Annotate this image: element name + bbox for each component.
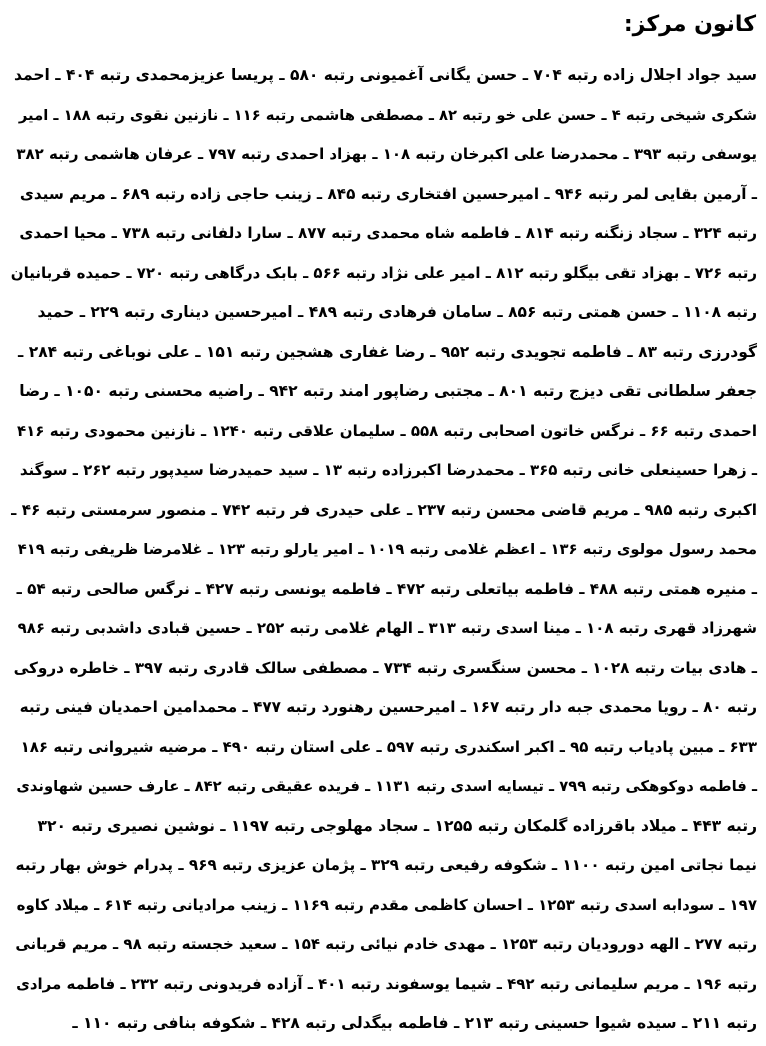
text-line: رتبه ۴۴۳ ـ میلاد باقرزاده گلمکان رتبه ۱۲۵۵ ـ سجاد مهلوجی رتبه ۱۱۹۷ ـ نوشین نصیری رتبه ۳۲۰ [37,816,757,835]
text-line: رتبه ۱۹۶ ـ مریم سلیمانی رتبه ۴۹۲ ـ شیما یوسفوند رتبه ۴۰۱ ـ آزاده فریدونی رتبه ۲۳۲ ـ فاطمه مرادی [16,974,757,993]
text-line: ـ فاطمه دوکوهکی رتبه ۷۹۹ ـ تیسایه اسدی رتبه ۱۱۳۱ ـ فریده عقیقی رتبه ۸۴۲ ـ عارف حسین شهاوندی [16,778,757,795]
section-heading: کانون مرکز: [623,12,756,37]
text-line: گودرزی رتبه ۸۳ ـ فاطمه تجویدی رتبه ۹۵۲ ـ رضا غفاری هشجین رتبه ۱۵۱ ـ علی نوباغی رتبه ۲۸۴ ـ [18,342,757,361]
text-line: شهرزاد قهری رتبه ۱۰۸ ـ مینا اسدی رتبه ۳۱۳ ـ الهام غلامی رتبه ۲۵۲ ـ حسین قبادی داشدبی رتبه ۹۸۶ [17,619,757,637]
text-line: ـ زهرا حسینعلی خانی رتبه ۳۶۵ ـ محمدرضا اکبرزاده رتبه ۱۳ ـ سید حمیدرضا سیدپور رتبه ۲۶۲ ـ سوگند [19,461,757,479]
text-line: جعفر سلطانی تقی دیزج رتبه ۸۰۱ ـ مجتبی رضاپور امند رتبه ۹۴۲ ـ راضیه محسنی رتبه ۱۰۵۰ ـ رضا [19,382,757,400]
text-line: رتبه ۲۱۱ ـ سیده شیوا حسینی رتبه ۲۱۳ ـ فاطمه بیگدلی رتبه ۴۲۸ ـ شکوفه بنافی رتبه ۱۱۰ ـ [72,1014,757,1032]
text-line: شکری شیخی رتبه ۴ ـ حسن علی خو رتبه ۸۲ ـ مصطفی هاشمی رتبه ۱۱۶ ـ نازنین نقوی رتبه ۱۸۸ ـ امیر [18,106,757,124]
text-line: رتبه ۷۲۶ ـ بهزاد تقی بیگلو رتبه ۸۱۲ ـ امیر علی نژاد رتبه ۵۶۶ ـ بابک درگاهی رتبه ۷۲۰ ـ حمیده قربانیان [10,263,757,282]
text-line: اکبری رتبه ۹۸۵ ـ مریم قاضی محسن رتبه ۲۳۷ ـ علی حیدری فر رتبه ۷۴۲ ـ منصور سرمستی رتبه ۴۶ ـ [11,500,757,519]
text-line: رتبه ۱۱۰۸ ـ حسن همتی رتبه ۸۵۶ ـ سامان فرهادی رتبه ۴۸۹ ـ امیرحسین دیناری رتبه ۲۲۹ ـ حمید [37,303,757,321]
text-line: سید جواد اجلال زاده رتبه ۷۰۴ ـ حسن یگانی آغمیونی رتبه ۵۸۰ ـ پریسا عزیزمحمدی رتبه ۴۰۴ ـ احمد [14,66,757,84]
text-line: ـ هادی بیات رتبه ۱۰۲۸ ـ محسن سنگسری رتبه ۷۳۴ ـ مصطفی سالک قادری رتبه ۳۹۷ ـ خاطره دروکی [13,658,757,677]
text-line: نیما نجاتی امین رتبه ۱۱۰۰ ـ شکوفه رفیعی رتبه ۳۲۹ ـ پژمان عزیزی رتبه ۹۶۹ ـ پدرام خوش بهار رتبه [15,856,757,874]
text-line: ۱۹۷ ـ سودابه اسدی رتبه ۱۲۵۳ ـ احسان کاظمی مقدم رتبه ۱۱۶۹ ـ زینب مرادیانی رتبه ۶۱۴ ـ میلاد کاوه [16,895,757,914]
text-line: ۶۳۳ ـ مبین پادیاب رتبه ۹۵ ـ اکبر اسکندری رتبه ۵۹۷ ـ علی استان رتبه ۴۹۰ ـ مرضیه شیروانی رتبه ۱۸۶ [20,737,757,756]
text-line: ـ منیره همتی رتبه ۴۸۸ ـ فاطمه بیاتعلی رتبه ۴۷۲ ـ فاطمه یونسی رتبه ۴۲۷ ـ نرگس صالحی رتبه ۵۴ ـ [16,579,757,598]
text-line: رتبه ۸۰ ـ رویا محمدی جبه دار رتبه ۱۶۷ ـ امیرحسین رهنورد رتبه ۴۷۷ ـ محمدامین احمدیان فینی رتبه [19,698,757,716]
text-line: احمدی رتبه ۶۶ ـ نرگس خاتون اصحابی رتبه ۵۵۸ ـ سلیمان علاقی رتبه ۱۲۴۰ ـ نازنین محمودی رتبه ۴۱۶ [17,421,757,440]
text-line: یوسفی رتبه ۳۹۳ ـ محمدرضا علی اکبرخان رتبه ۱۰۸ ـ بهزاد احمدی رتبه ۷۹۷ ـ عرفان هاشمی رتبه ۳۸۲ [16,145,757,163]
text-line: رتبه ۳۲۴ ـ سجاد زنگنه رتبه ۸۱۴ ـ فاطمه شاه محمدی رتبه ۸۷۷ ـ سارا دلفانی رتبه ۷۳۸ ـ محیا احمدی [19,224,757,242]
text-line: رتبه ۲۷۷ ـ الهه دورودیان رتبه ۱۲۵۳ ـ مهدی خادم نیائی رتبه ۱۵۴ ـ سعید خجسته رتبه ۹۸ ـ مریم قربانی [15,935,757,953]
text-line: محمد رسول مولوی رتبه ۱۳۶ ـ اعظم غلامی رتبه ۱۰۱۹ ـ امیر یارلو رتبه ۱۲۳ ـ غلامرضا ظریفی رتبه ۴۱۹ [17,541,757,558]
text-line: ـ آرمین بقایی لمر رتبه ۹۴۶ ـ امیرحسین افتخاری رتبه ۸۴۵ ـ زینب حاجی زاده رتبه ۶۸۹ ـ مریم سیدی [19,184,757,203]
ranked-names-paragraph [0,56,766,1044]
